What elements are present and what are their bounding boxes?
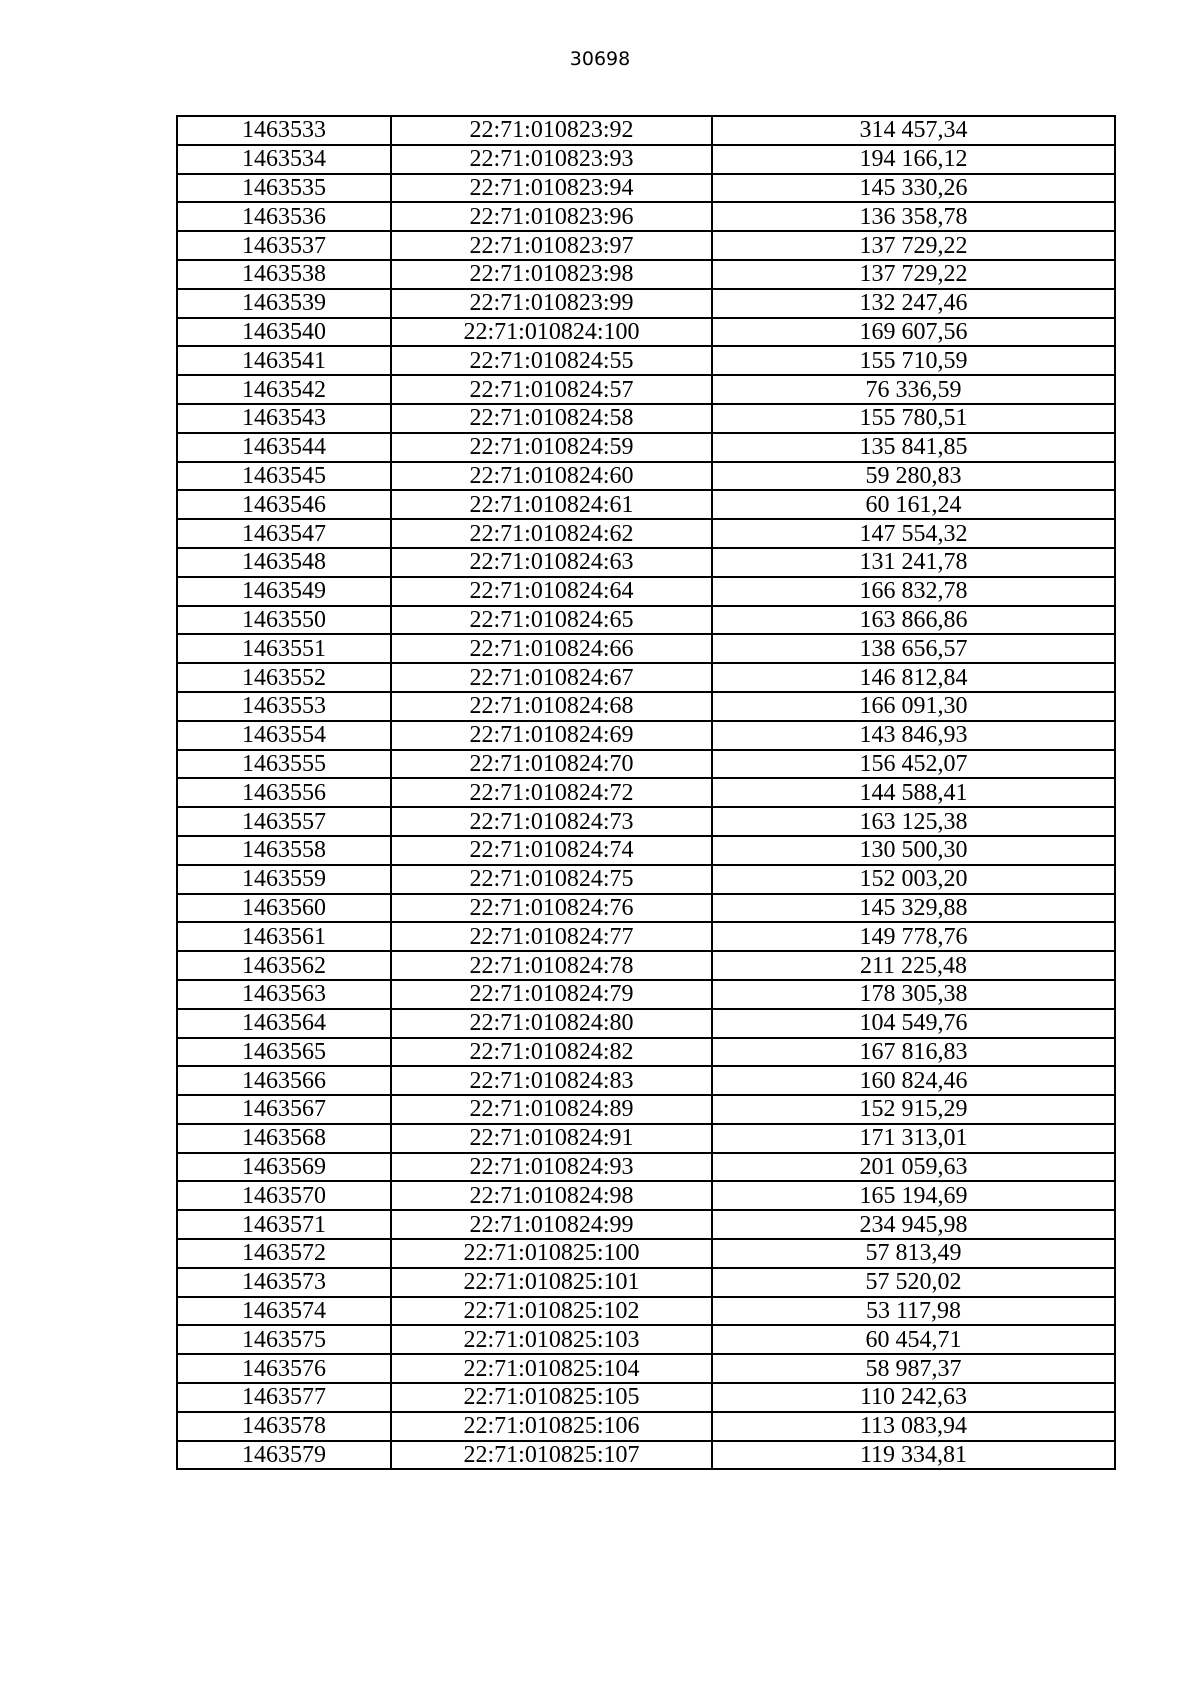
cadastral-value-cell: 155 780,51 xyxy=(712,404,1115,433)
cadastral-value-cell: 137 729,22 xyxy=(712,231,1115,260)
row-number-cell: 1463567 xyxy=(177,1095,391,1124)
cadastral-number-cell: 22:71:010824:82 xyxy=(391,1038,712,1067)
cadastral-number-cell: 22:71:010824:57 xyxy=(391,375,712,404)
cadastral-value-cell: 143 846,93 xyxy=(712,721,1115,750)
cadastral-value-cell: 104 549,76 xyxy=(712,1009,1115,1038)
cadastral-value-cell: 169 607,56 xyxy=(712,318,1115,347)
row-number-cell: 1463559 xyxy=(177,865,391,894)
cadastral-value-cell: 155 710,59 xyxy=(712,346,1115,375)
cadastral-value-cell: 163 125,38 xyxy=(712,807,1115,836)
cadastral-value-cell: 145 330,26 xyxy=(712,174,1115,203)
table-row xyxy=(177,865,1115,894)
cadastral-number-cell: 22:71:010823:93 xyxy=(391,145,712,174)
row-number-cell: 1463562 xyxy=(177,951,391,980)
row-number-cell: 1463540 xyxy=(177,318,391,347)
table-row xyxy=(177,490,1115,519)
row-number-cell: 1463572 xyxy=(177,1239,391,1268)
table-row xyxy=(177,894,1115,923)
cadastral-value-cell: 166 091,30 xyxy=(712,692,1115,721)
cadastral-value-cell: 147 554,32 xyxy=(712,519,1115,548)
table-row xyxy=(177,289,1115,318)
table-row xyxy=(177,1095,1115,1124)
row-number-cell: 1463535 xyxy=(177,174,391,203)
cadastral-number-cell: 22:71:010825:105 xyxy=(391,1383,712,1412)
cadastral-number-cell: 22:71:010824:59 xyxy=(391,433,712,462)
cadastral-value-cell: 130 500,30 xyxy=(712,836,1115,865)
table-row xyxy=(177,721,1115,750)
row-number-cell: 1463548 xyxy=(177,548,391,577)
cadastral-value-cell: 156 452,07 xyxy=(712,750,1115,779)
cadastral-value-cell: 160 824,46 xyxy=(712,1066,1115,1095)
cadastral-value-cell: 211 225,48 xyxy=(712,951,1115,980)
row-number-cell: 1463564 xyxy=(177,1009,391,1038)
row-number-cell: 1463578 xyxy=(177,1412,391,1441)
cadastral-value-cell: 131 241,78 xyxy=(712,548,1115,577)
table-row xyxy=(177,951,1115,980)
table-row xyxy=(177,1383,1115,1412)
cadastral-number-cell: 22:71:010825:102 xyxy=(391,1297,712,1326)
table-row xyxy=(177,922,1115,951)
row-number-cell: 1463556 xyxy=(177,778,391,807)
table-row xyxy=(177,116,1115,145)
cadastral-value-cell: 57 813,49 xyxy=(712,1239,1115,1268)
row-number-cell: 1463537 xyxy=(177,231,391,260)
table-row xyxy=(177,1412,1115,1441)
cadastral-value-cell: 76 336,59 xyxy=(712,375,1115,404)
cadastral-number-cell: 22:71:010824:91 xyxy=(391,1124,712,1153)
cadastral-value-cell: 201 059,63 xyxy=(712,1153,1115,1182)
table-row xyxy=(177,519,1115,548)
table-row xyxy=(177,807,1115,836)
table-row xyxy=(177,375,1115,404)
table-row xyxy=(177,1239,1115,1268)
row-number-cell: 1463577 xyxy=(177,1383,391,1412)
cadastral-value-cell: 58 987,37 xyxy=(712,1354,1115,1383)
table-row xyxy=(177,1009,1115,1038)
cadastral-number-cell: 22:71:010824:77 xyxy=(391,922,712,951)
cadastral-number-cell: 22:71:010824:58 xyxy=(391,404,712,433)
cadastral-number-cell: 22:71:010824:76 xyxy=(391,894,712,923)
table-row xyxy=(177,1038,1115,1067)
table-row xyxy=(177,663,1115,692)
row-number-cell: 1463549 xyxy=(177,577,391,606)
table-row xyxy=(177,462,1115,491)
cadastral-number-cell: 22:71:010824:68 xyxy=(391,692,712,721)
row-number-cell: 1463573 xyxy=(177,1268,391,1297)
table-row xyxy=(177,750,1115,779)
cadastral-value-cell: 145 329,88 xyxy=(712,894,1115,923)
table-row xyxy=(177,433,1115,462)
cadastral-number-cell: 22:71:010824:75 xyxy=(391,865,712,894)
cadastral-value-cell: 146 812,84 xyxy=(712,663,1115,692)
cadastral-number-cell: 22:71:010824:67 xyxy=(391,663,712,692)
table-row xyxy=(177,1354,1115,1383)
cadastral-value-cell: 149 778,76 xyxy=(712,922,1115,951)
cadastral-number-cell: 22:71:010825:100 xyxy=(391,1239,712,1268)
row-number-cell: 1463550 xyxy=(177,606,391,635)
table-row xyxy=(177,231,1115,260)
cadastral-number-cell: 22:71:010825:101 xyxy=(391,1268,712,1297)
row-number-cell: 1463534 xyxy=(177,145,391,174)
cadastral-number-cell: 22:71:010824:72 xyxy=(391,778,712,807)
row-number-cell: 1463544 xyxy=(177,433,391,462)
cadastral-value-cell: 59 280,83 xyxy=(712,462,1115,491)
cadastral-number-cell: 22:71:010824:79 xyxy=(391,980,712,1009)
cadastral-value-cell: 152 003,20 xyxy=(712,865,1115,894)
table-row xyxy=(177,1441,1115,1470)
cadastral-value-cell: 135 841,85 xyxy=(712,433,1115,462)
table-row xyxy=(177,318,1115,347)
row-number-cell: 1463542 xyxy=(177,375,391,404)
table-row xyxy=(177,404,1115,433)
row-number-cell: 1463541 xyxy=(177,346,391,375)
table-row xyxy=(177,836,1115,865)
cadastral-value-cell: 53 117,98 xyxy=(712,1297,1115,1326)
cadastral-value-cell: 113 083,94 xyxy=(712,1412,1115,1441)
row-number-cell: 1463551 xyxy=(177,634,391,663)
cadastral-number-cell: 22:71:010824:63 xyxy=(391,548,712,577)
row-number-cell: 1463574 xyxy=(177,1297,391,1326)
cadastral-number-cell: 22:71:010824:83 xyxy=(391,1066,712,1095)
table-row xyxy=(177,606,1115,635)
cadastral-value-cell: 110 242,63 xyxy=(712,1383,1115,1412)
table-row xyxy=(177,548,1115,577)
cadastral-value-cell: 57 520,02 xyxy=(712,1268,1115,1297)
row-number-cell: 1463539 xyxy=(177,289,391,318)
row-number-cell: 1463557 xyxy=(177,807,391,836)
cadastral-number-cell: 22:71:010823:94 xyxy=(391,174,712,203)
cadastral-number-cell: 22:71:010823:98 xyxy=(391,260,712,289)
cadastral-number-cell: 22:71:010824:80 xyxy=(391,1009,712,1038)
row-number-cell: 1463570 xyxy=(177,1181,391,1210)
cadastral-number-cell: 22:71:010824:100 xyxy=(391,318,712,347)
cadastral-value-cell: 171 313,01 xyxy=(712,1124,1115,1153)
cadastral-number-cell: 22:71:010824:61 xyxy=(391,490,712,519)
row-number-cell: 1463566 xyxy=(177,1066,391,1095)
row-number-cell: 1463568 xyxy=(177,1124,391,1153)
row-number-cell: 1463576 xyxy=(177,1354,391,1383)
cadastral-number-cell: 22:71:010824:74 xyxy=(391,836,712,865)
table-row xyxy=(177,1325,1115,1354)
cadastral-value-cell: 144 588,41 xyxy=(712,778,1115,807)
row-number-cell: 1463555 xyxy=(177,750,391,779)
cadastral-value-cell: 136 358,78 xyxy=(712,202,1115,231)
cadastral-value-cell: 194 166,12 xyxy=(712,145,1115,174)
cadastral-value-cell: 165 194,69 xyxy=(712,1181,1115,1210)
table-row xyxy=(177,980,1115,1009)
row-number-cell: 1463536 xyxy=(177,202,391,231)
table-row xyxy=(177,692,1115,721)
table-row xyxy=(177,346,1115,375)
row-number-cell: 1463546 xyxy=(177,490,391,519)
cadastral-value-cell: 152 915,29 xyxy=(712,1095,1115,1124)
row-number-cell: 1463553 xyxy=(177,692,391,721)
row-number-cell: 1463575 xyxy=(177,1325,391,1354)
cadastral-number-cell: 22:71:010823:99 xyxy=(391,289,712,318)
cadastral-number-cell: 22:71:010825:106 xyxy=(391,1412,712,1441)
table-row xyxy=(177,1153,1115,1182)
row-number-cell: 1463558 xyxy=(177,836,391,865)
cadastral-value-table xyxy=(176,115,1116,1470)
cadastral-number-cell: 22:71:010824:70 xyxy=(391,750,712,779)
cadastral-value-cell: 60 454,71 xyxy=(712,1325,1115,1354)
cadastral-value-cell: 314 457,34 xyxy=(712,116,1115,145)
cadastral-value-cell: 132 247,46 xyxy=(712,289,1115,318)
table-row xyxy=(177,1124,1115,1153)
table-body xyxy=(177,116,1115,1469)
cadastral-number-cell: 22:71:010824:98 xyxy=(391,1181,712,1210)
table-row xyxy=(177,202,1115,231)
cadastral-value-cell: 138 656,57 xyxy=(712,634,1115,663)
cadastral-number-cell: 22:71:010824:99 xyxy=(391,1210,712,1239)
cadastral-value-cell: 166 832,78 xyxy=(712,577,1115,606)
cadastral-value-cell: 178 305,38 xyxy=(712,980,1115,1009)
table-row xyxy=(177,577,1115,606)
table-row xyxy=(177,1210,1115,1239)
cadastral-number-cell: 22:71:010824:62 xyxy=(391,519,712,548)
table-row xyxy=(177,634,1115,663)
cadastral-number-cell: 22:71:010823:97 xyxy=(391,231,712,260)
table-row xyxy=(177,145,1115,174)
row-number-cell: 1463579 xyxy=(177,1441,391,1470)
row-number-cell: 1463543 xyxy=(177,404,391,433)
row-number-cell: 1463538 xyxy=(177,260,391,289)
table-row xyxy=(177,1268,1115,1297)
row-number-cell: 1463554 xyxy=(177,721,391,750)
cadastral-number-cell: 22:71:010824:64 xyxy=(391,577,712,606)
cadastral-number-cell: 22:71:010824:69 xyxy=(391,721,712,750)
cadastral-value-cell: 163 866,86 xyxy=(712,606,1115,635)
cadastral-number-cell: 22:71:010823:96 xyxy=(391,202,712,231)
cadastral-number-cell: 22:71:010823:92 xyxy=(391,116,712,145)
table-row xyxy=(177,1297,1115,1326)
row-number-cell: 1463571 xyxy=(177,1210,391,1239)
row-number-cell: 1463547 xyxy=(177,519,391,548)
cadastral-number-cell: 22:71:010825:104 xyxy=(391,1354,712,1383)
cadastral-number-cell: 22:71:010824:78 xyxy=(391,951,712,980)
cadastral-number-cell: 22:71:010824:73 xyxy=(391,807,712,836)
row-number-cell: 1463563 xyxy=(177,980,391,1009)
row-number-cell: 1463552 xyxy=(177,663,391,692)
table-row xyxy=(177,778,1115,807)
cadastral-value-cell: 137 729,22 xyxy=(712,260,1115,289)
cadastral-value-cell: 119 334,81 xyxy=(712,1441,1115,1470)
table-row xyxy=(177,1181,1115,1210)
row-number-cell: 1463560 xyxy=(177,894,391,923)
row-number-cell: 1463533 xyxy=(177,116,391,145)
cadastral-value-cell: 167 816,83 xyxy=(712,1038,1115,1067)
table-row xyxy=(177,260,1115,289)
cadastral-number-cell: 22:71:010824:66 xyxy=(391,634,712,663)
row-number-cell: 1463565 xyxy=(177,1038,391,1067)
table-row xyxy=(177,174,1115,203)
table-row xyxy=(177,1066,1115,1095)
row-number-cell: 1463561 xyxy=(177,922,391,951)
cadastral-number-cell: 22:71:010824:60 xyxy=(391,462,712,491)
cadastral-number-cell: 22:71:010824:93 xyxy=(391,1153,712,1182)
cadastral-number-cell: 22:71:010824:65 xyxy=(391,606,712,635)
cadastral-value-cell: 234 945,98 xyxy=(712,1210,1115,1239)
cadastral-number-cell: 22:71:010825:107 xyxy=(391,1441,712,1470)
cadastral-value-cell: 60 161,24 xyxy=(712,490,1115,519)
row-number-cell: 1463569 xyxy=(177,1153,391,1182)
cadastral-number-cell: 22:71:010824:55 xyxy=(391,346,712,375)
row-number-cell: 1463545 xyxy=(177,462,391,491)
page-number: 30698 xyxy=(569,48,631,70)
cadastral-number-cell: 22:71:010825:103 xyxy=(391,1325,712,1354)
cadastral-number-cell: 22:71:010824:89 xyxy=(391,1095,712,1124)
